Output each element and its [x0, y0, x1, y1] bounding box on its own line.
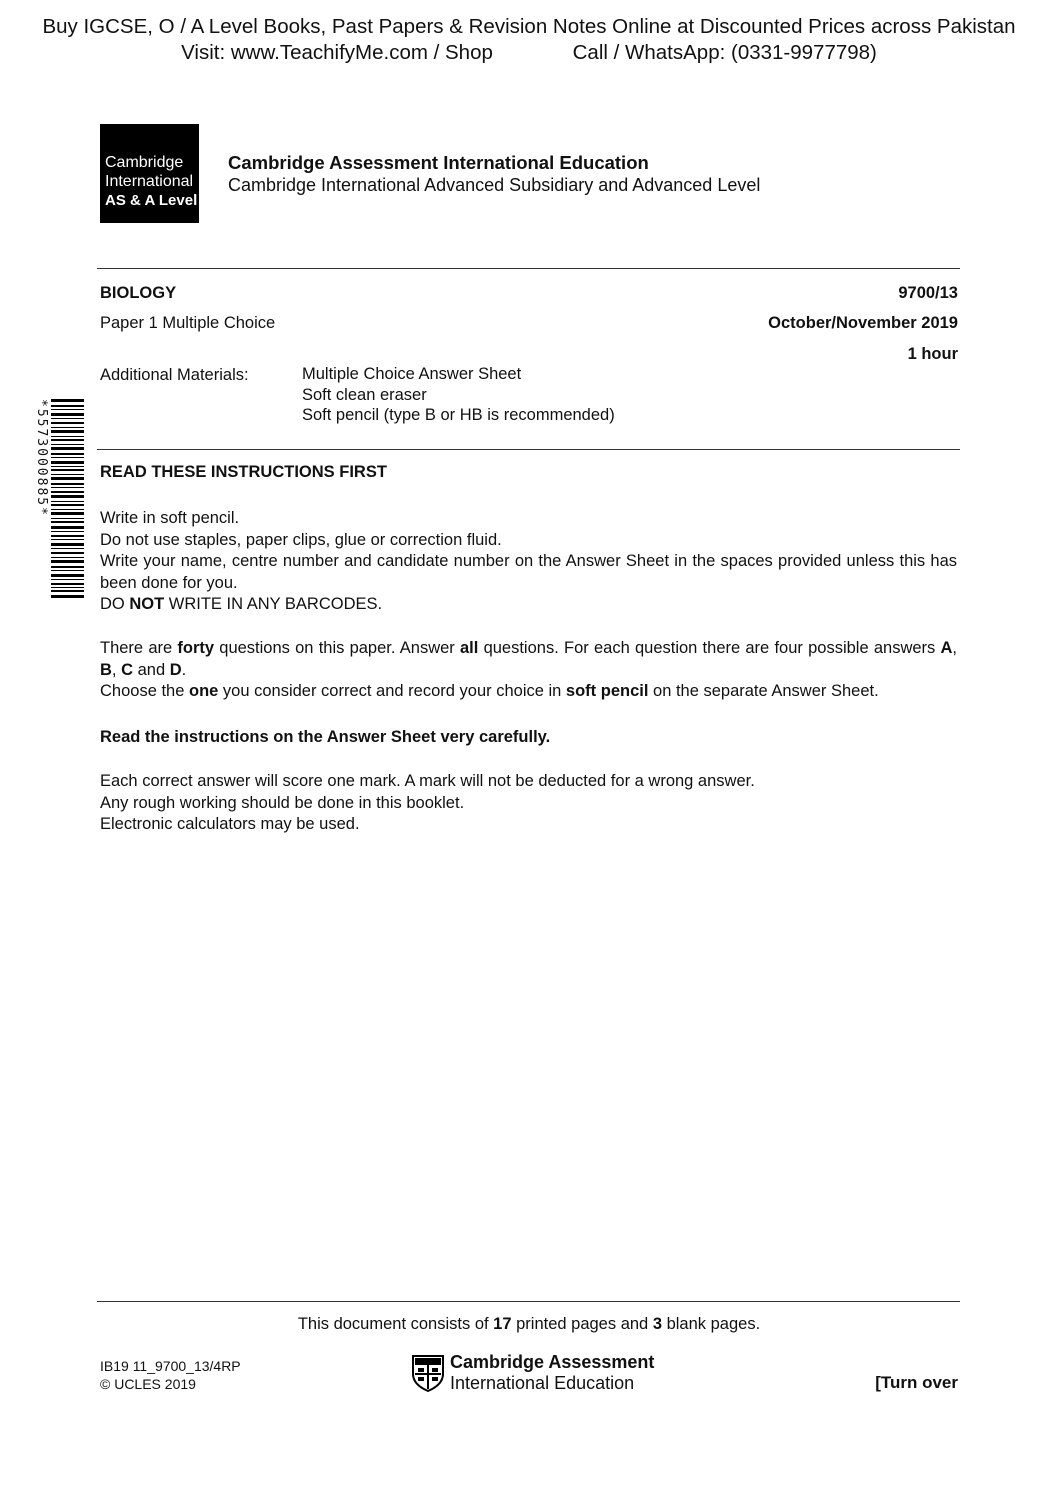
- cambridge-international-logo: [100, 124, 199, 223]
- text-run-bold: 3: [652, 1315, 662, 1333]
- text-run: and: [133, 660, 170, 679]
- text-run-bold: 17: [493, 1315, 512, 1333]
- exam-session: October/November 2019: [768, 314, 958, 332]
- text-run-bold: soft pencil: [565, 682, 649, 700]
- text-run-bold: C: [121, 660, 134, 679]
- material-item: Multiple Choice Answer Sheet: [302, 365, 522, 383]
- paper-title: Paper 1 Multiple Choice: [100, 314, 276, 332]
- text-run: questions. For each question there are four possible answers: [478, 639, 941, 657]
- material-item: Soft clean eraser: [302, 385, 427, 404]
- text-run: printed pages and: [511, 1315, 653, 1333]
- logo-line1: Cambridge: [105, 154, 184, 171]
- text-run-bold: A: [940, 639, 953, 657]
- text-run-bold: B: [100, 660, 112, 679]
- exam-duration: 1 hour: [907, 345, 958, 363]
- text-run: ,: [952, 639, 958, 657]
- text-run: This document consists of: [297, 1315, 494, 1333]
- text-run: Choose the: [100, 682, 189, 700]
- cambridge-shield-icon: [411, 1354, 445, 1392]
- instruction-line: Write in soft pencil.: [100, 509, 240, 527]
- footer-divider: [97, 1301, 960, 1302]
- subject-title: BIOLOGY: [100, 284, 177, 302]
- instruction-line: Do not use staples, paper clips, glue or correction fluid.: [100, 530, 502, 549]
- material-item: Soft pencil (type B or HB is recommended): [302, 406, 615, 424]
- text-run: blank pages.: [662, 1315, 761, 1333]
- text-run: on the separate Answer Sheet.: [648, 682, 879, 700]
- materials-label: Additional Materials:: [100, 366, 249, 384]
- middle-divider: [97, 449, 960, 450]
- text-run-bold: all: [460, 639, 479, 657]
- instruction-line: Write your name, centre number and candidate number on the Answer Sheet in the spaces provided unless this has been done for you.: [100, 552, 957, 592]
- barcode-image: [51, 399, 84, 598]
- ca-logo-line1: Cambridge Assessment: [450, 1352, 655, 1372]
- reference-code: IB19 11_9700_13/4RP: [100, 1358, 241, 1374]
- instruction-line: [100, 594, 957, 616]
- instruction-line: Each correct answer will score one mark. A mark will not be deducted for a wrong answer.: [100, 772, 755, 790]
- barcode-digits: *5573000885*: [34, 399, 49, 517]
- text-run-bold: forty: [177, 639, 215, 657]
- document-reference: [100, 1357, 241, 1393]
- qualification-name: Cambridge International Advanced Subsidiary and Advanced Level: [228, 175, 761, 195]
- top-divider: [97, 268, 960, 269]
- instructions-heading: READ THESE INSTRUCTIONS FIRST: [100, 463, 387, 481]
- text-run: ,: [111, 660, 122, 679]
- promo-banner-line2: Visit: www.TeachifyMe.com / Shop Call / WhatsApp: (0331-9977798): [181, 41, 877, 64]
- page-count-note: [0, 1313, 1058, 1335]
- text-run: you consider correct and record your choice in: [218, 682, 566, 700]
- instructions-paragraph-4: [100, 771, 957, 836]
- text-run: WRITE IN ANY BARCODES.: [164, 595, 383, 613]
- instruction-line: Electronic calculators may be used.: [100, 815, 360, 833]
- text-run-bold: NOT: [129, 595, 165, 613]
- ca-logo-line2: International Education: [450, 1373, 635, 1393]
- logo-line2: International: [105, 173, 194, 190]
- text-run-bold: D: [169, 660, 182, 679]
- instructions-paragraph-1: [100, 508, 957, 616]
- text-run-bold: one: [188, 682, 219, 700]
- instructions-paragraph-2: [100, 638, 957, 703]
- copyright-notice: © UCLES 2019: [100, 1376, 196, 1392]
- promo-banner-line1: Buy IGCSE, O / A Level Books, Past Papers & Revision Notes Online at Discounted Prices across Pakistan: [42, 15, 1016, 38]
- answer-sheet-notice: Read the instructions on the Answer Sheet very carefully.: [100, 728, 551, 746]
- text-run: There are: [100, 639, 178, 657]
- materials-list: [302, 364, 615, 426]
- organisation-name: Cambridge Assessment International Education: [228, 152, 649, 173]
- instruction-line: Any rough working should be done in this booklet.: [100, 793, 465, 812]
- instruction-line: [100, 638, 957, 681]
- paper-code: 9700/13: [898, 284, 958, 302]
- instruction-line: [100, 681, 957, 703]
- turn-over-note: [Turn over: [875, 1373, 958, 1392]
- logo-line3: AS & A Level: [105, 192, 198, 209]
- text-run: DO: [100, 595, 130, 613]
- text-run: .: [181, 660, 187, 679]
- text-run: questions on this paper. Answer: [214, 639, 460, 657]
